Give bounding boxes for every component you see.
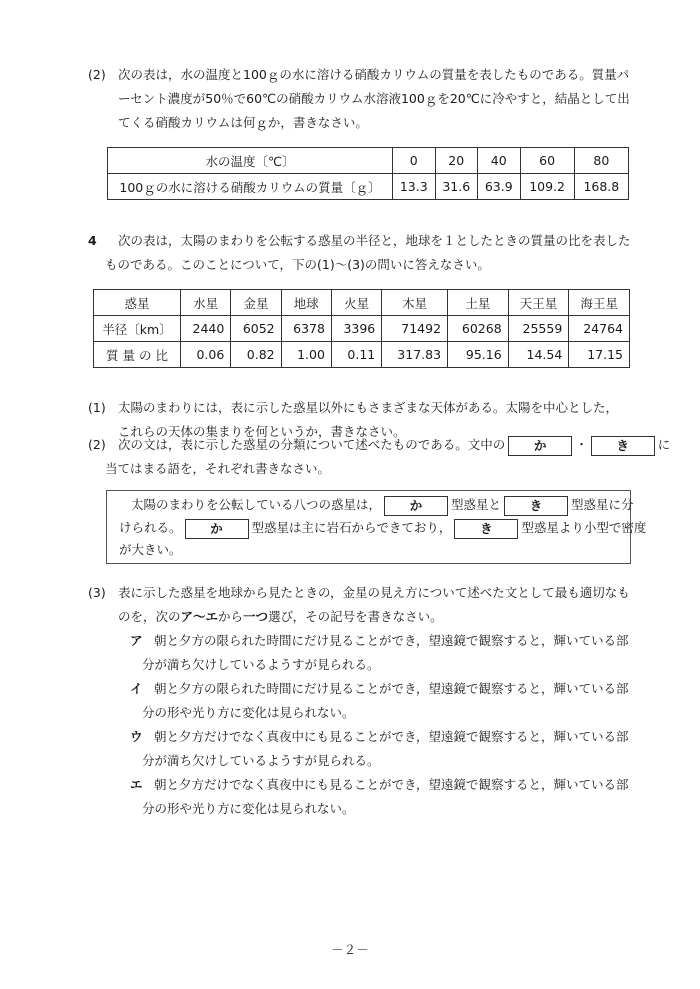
page-number: －２－ — [331, 942, 369, 957]
temp-cell: 0 — [393, 148, 436, 174]
option-text: 分の形や光り方に変化は見られない。 — [142, 801, 355, 816]
planet-name: 水星 — [181, 290, 231, 316]
radius-cell: 3396 — [331, 316, 381, 342]
radius-cell: 24764 — [569, 316, 630, 342]
classification-box — [106, 490, 647, 564]
question-4-number: 4 — [88, 233, 97, 248]
option-text: 朝と夕方だけでなく真夜中にも見ることができ，望遠鏡で観察すると，輝いている部 — [154, 777, 629, 792]
planet-name: 金星 — [231, 290, 281, 316]
sub-question-2-line2: 当てはまる語を，それぞれ書きなさい。 — [105, 461, 331, 476]
planet-name: 海王星 — [569, 290, 630, 316]
option-key: ウ — [130, 729, 143, 744]
option-text: 朝と夕方の限られた時間にだけ見ることができ，望遠鏡で観察すると，輝いている部 — [154, 633, 629, 648]
box-line-1 — [131, 493, 634, 517]
solubility-table — [107, 147, 629, 200]
mass-cell: 109.2 — [520, 174, 574, 200]
temp-cell: 80 — [574, 148, 628, 174]
blank-ka: か — [508, 436, 572, 456]
radius-cell: 2440 — [181, 316, 231, 342]
mass-ratio-cell: 0.82 — [231, 342, 281, 368]
mass-ratio-cell: 0.11 — [331, 342, 381, 368]
mass-ratio-cell: 14.54 — [508, 342, 569, 368]
sub-question-1-label: (1) — [88, 400, 106, 415]
sub-question-1-text: 太陽のまわりには，表に示した惑星以外にもさまざまな天体がある。太陽を中心とした，これらの天体の集まりを何というか，書きなさい。 — [118, 400, 619, 439]
blank-ka: か — [384, 496, 448, 516]
mass-row-header: 100ｇの水に溶ける硝酸カリウムの質量〔ｇ〕 — [108, 174, 393, 200]
blank-ka: か — [185, 519, 249, 539]
planet-name: 土星 — [448, 290, 509, 316]
mass-ratio-cell: 317.83 — [382, 342, 448, 368]
planet-name: 地球 — [281, 290, 331, 316]
box-text: 型惑星に分 — [571, 497, 634, 512]
box-text: 型惑星は主に岩石からできており， — [251, 520, 452, 535]
option-text: 分が満ち欠けしているようすが見られる。 — [142, 657, 380, 672]
radius-cell: 25559 — [508, 316, 569, 342]
temp-cell: 20 — [435, 148, 478, 174]
option-text: 分が満ち欠けしているようすが見られる。 — [142, 753, 380, 768]
mass-ratio-cell: 1.00 — [281, 342, 331, 368]
blank-ki: き — [504, 496, 568, 516]
question-2-label: (2) — [88, 67, 106, 82]
mass-cell: 13.3 — [393, 174, 436, 200]
mass-cell: 63.9 — [478, 174, 521, 200]
radius-header: 半径〔km〕 — [94, 316, 181, 342]
question-2-text: 次の表は，水の温度と100ｇの水に溶ける硝酸カリウムの質量を表したものである。質量パーセント濃度が50％で60℃の硝酸カリウム水溶液100ｇを20℃に冷やすと，結晶として出てくる硝酸カリウムは何ｇか，書きなさい。 — [118, 67, 630, 130]
sub-question-2-line1 — [118, 433, 671, 457]
planet-header: 惑星 — [94, 290, 181, 316]
mass-cell: 31.6 — [435, 174, 478, 200]
question-4-intro: 次の表は，太陽のまわりを公転する惑星の半径と，地球を１としたときの質量の比を表したものである。このことについて，下の(1)～(3)の問いに答えなさい。 — [105, 233, 631, 272]
box-text: 太陽のまわりを公転している八つの惑星は， — [131, 497, 382, 512]
option-text: 分の形や光り方に変化は見られない。 — [142, 705, 355, 720]
radius-cell: 6052 — [231, 316, 281, 342]
option-key: エ — [130, 777, 143, 792]
box-text: 型惑星と — [451, 497, 502, 512]
mass-ratio-cell: 0.06 — [181, 342, 231, 368]
mass-ratio-cell: 17.15 — [569, 342, 630, 368]
box-text: けられる。 — [119, 520, 182, 535]
mass-ratio-header: 質 量 の 比 — [94, 342, 181, 368]
option-text: 朝と夕方の限られた時間にだけ見ることができ，望遠鏡で観察すると，輝いている部 — [154, 681, 629, 696]
blank-ki: き — [454, 519, 518, 539]
blank-ki: き — [591, 436, 655, 456]
mass-ratio-cell: 95.16 — [448, 342, 509, 368]
radius-cell: 6378 — [281, 316, 331, 342]
sub-question-3-label: (3) — [88, 585, 106, 600]
sub-question-3-text-b: から — [218, 609, 244, 624]
sub-question-3-text — [118, 581, 630, 629]
mass-cell: 168.8 — [574, 174, 628, 200]
sub-question-2-label: (2) — [88, 437, 106, 452]
sub-question-3-text-a: 表に示した惑星を地球から見たときの，金星の見え方について述べた文として最も適切なものを，次の — [118, 585, 630, 624]
planet-table — [93, 289, 630, 368]
option-range: ア～エ — [180, 609, 219, 624]
radius-cell: 71492 — [382, 316, 448, 342]
emphasis-one: 一つ — [243, 609, 269, 624]
blank-separator: ・ — [575, 437, 588, 452]
box-text: 型惑星より小型で密度 — [521, 520, 647, 535]
temp-cell: 40 — [478, 148, 521, 174]
option-text: 朝と夕方だけでなく真夜中にも見ることができ，望遠鏡で観察すると，輝いている部 — [154, 729, 629, 744]
sub-question-3-text-c: 選び，その記号を書きなさい。 — [268, 609, 443, 624]
radius-cell: 60268 — [448, 316, 509, 342]
planet-name: 木星 — [382, 290, 448, 316]
sub-question-2-text-a: 次の文は，表に示した惑星の分類について述べたものである。文中の — [118, 437, 506, 452]
option-key: ア — [130, 633, 143, 648]
planet-name: 天王星 — [508, 290, 569, 316]
planet-name: 火星 — [331, 290, 381, 316]
box-line-3: が大きい。 — [119, 542, 182, 557]
temperature-header: 水の温度〔℃〕 — [108, 148, 393, 174]
box-line-2 — [119, 516, 646, 540]
sub-question-2-text-b: に — [657, 437, 671, 452]
option-key: イ — [130, 681, 143, 696]
temp-cell: 60 — [520, 148, 574, 174]
